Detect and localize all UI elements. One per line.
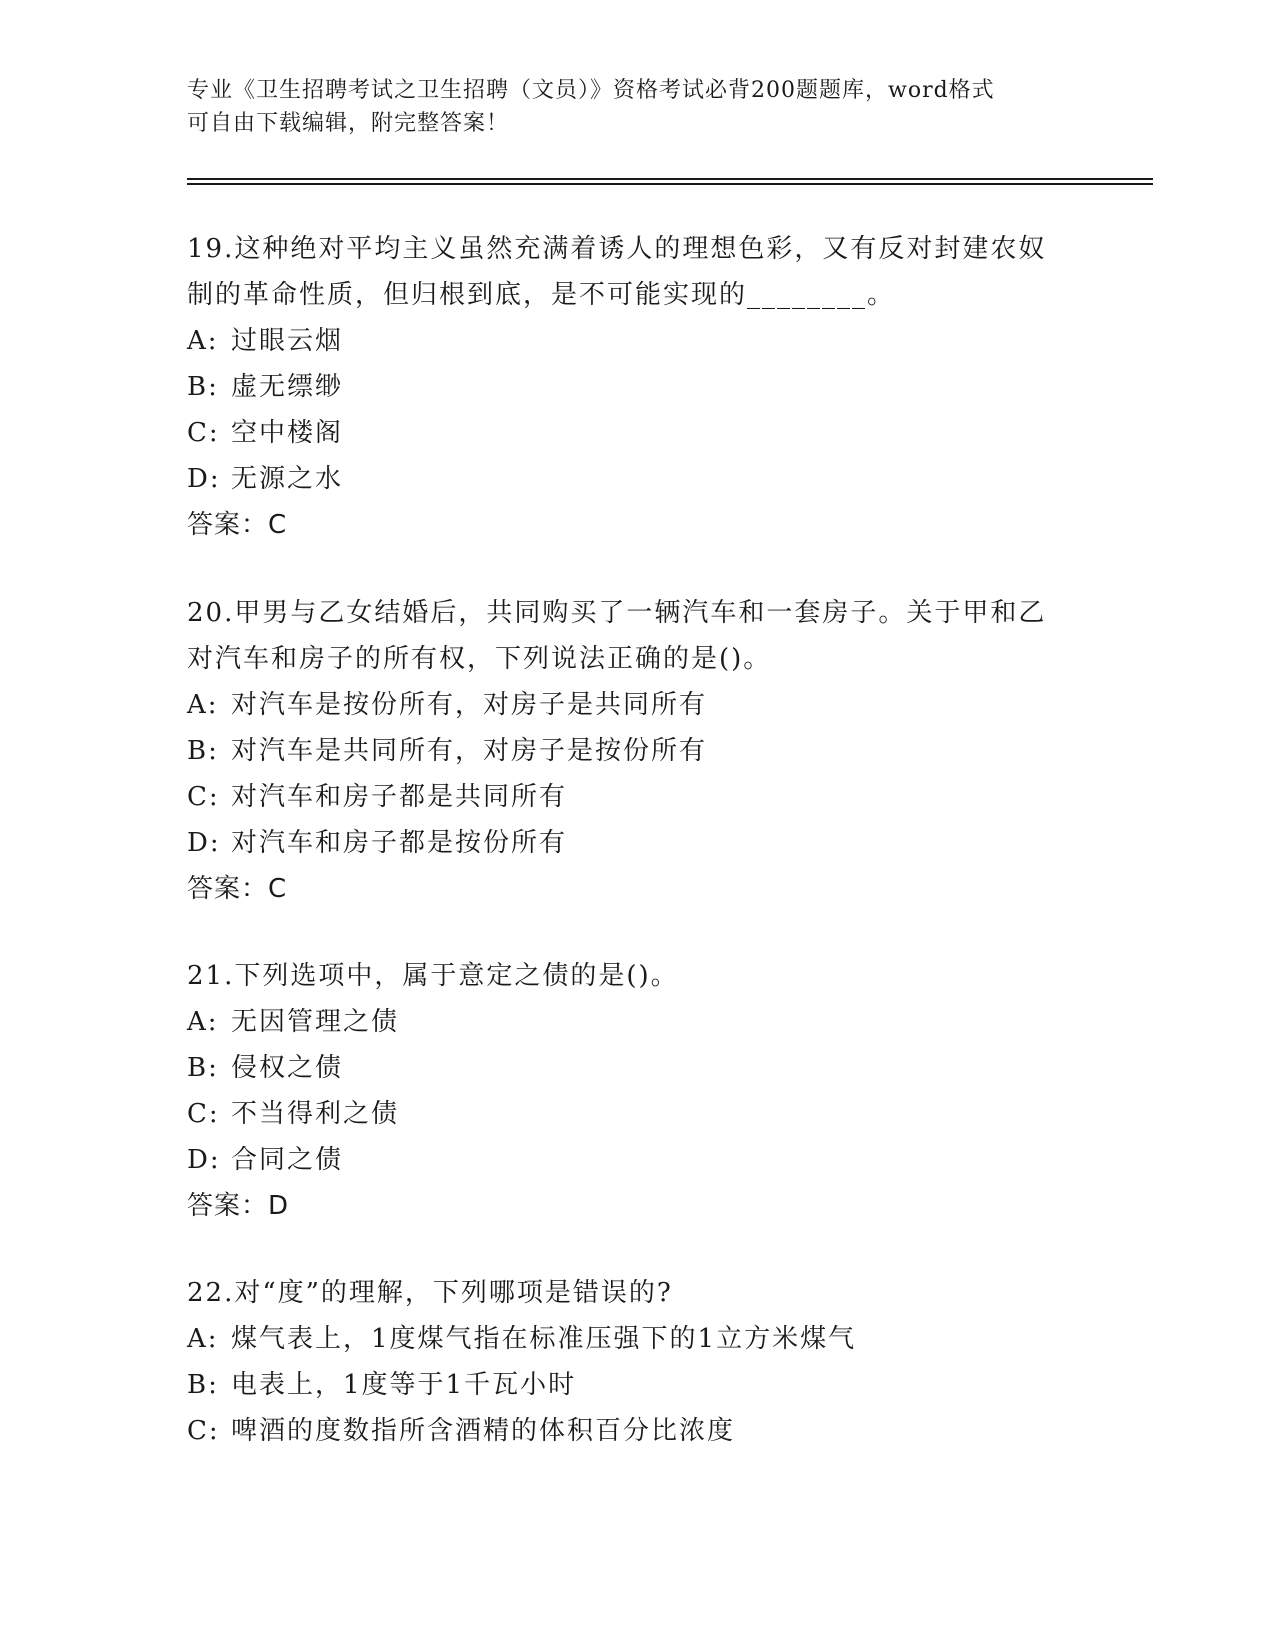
- option-letter: B:: [187, 1370, 219, 1400]
- option-letter: D:: [187, 1145, 221, 1175]
- option-letter: C:: [187, 1099, 220, 1129]
- option-letter: B:: [187, 736, 219, 766]
- option-d: [187, 1137, 1087, 1183]
- option-b: [187, 1045, 1087, 1091]
- option-letter: A:: [187, 326, 219, 356]
- option-letter: A:: [187, 1324, 219, 1354]
- answer-line: 答案：D: [187, 1191, 290, 1221]
- option-c: [187, 774, 1087, 820]
- option-b: [187, 1362, 1087, 1408]
- option-a: [187, 1316, 1087, 1362]
- option-a: [187, 318, 1087, 364]
- option-text: 不当得利之债: [231, 1099, 400, 1129]
- question-20: [187, 590, 1087, 912]
- option-b: [187, 364, 1087, 410]
- option-letter: C:: [187, 418, 220, 448]
- option-text: 啤酒的度数指所含酒精的体积百分比浓度: [231, 1416, 736, 1446]
- question-stem-line: 19.这种绝对平均主义虽然充满着诱人的理想色彩，又有反对封建农奴: [187, 234, 1047, 264]
- option-text: 合同之债: [231, 1145, 344, 1175]
- question-stem-line: 22.对“度”的理解，下列哪项是错误的?: [187, 1278, 673, 1308]
- option-letter: D:: [187, 828, 221, 858]
- option-text: 对汽车是按份所有，对房子是共同所有: [231, 690, 708, 720]
- option-text: 对汽车和房子都是共同所有: [231, 782, 568, 812]
- option-letter: D:: [187, 464, 221, 494]
- answer-line: 答案：C: [187, 874, 288, 904]
- option-text: 虚无缥缈: [231, 372, 344, 402]
- option-c: [187, 1408, 1087, 1454]
- question-22: [187, 1270, 1087, 1454]
- document-header: [187, 74, 1087, 140]
- option-text: 电表上，1度等于1千瓦小时: [231, 1370, 577, 1400]
- question-stem-line: 制的革命性质，但归根到底，是不可能实现的________。: [187, 280, 896, 310]
- option-text: 无源之水: [231, 464, 344, 494]
- option-a: [187, 682, 1087, 728]
- option-text: 空中楼阁: [231, 418, 344, 448]
- question-19: [187, 226, 1087, 548]
- option-text: 对汽车是共同所有，对房子是按份所有: [231, 736, 708, 766]
- option-text: 无因管理之债: [231, 1007, 400, 1037]
- option-text: 对汽车和房子都是按份所有: [231, 828, 568, 858]
- option-letter: B:: [187, 372, 219, 402]
- option-letter: C:: [187, 782, 220, 812]
- question-stem-line: 对汽车和房子的所有权，下列说法正确的是()。: [187, 644, 772, 674]
- option-c: [187, 1091, 1087, 1137]
- question-21: [187, 953, 1087, 1229]
- option-text: 过眼云烟: [231, 326, 344, 356]
- question-stem-line: 20.甲男与乙女结婚后，共同购买了一辆汽车和一套房子。关于甲和乙: [187, 598, 1047, 628]
- option-text: 侵权之债: [231, 1053, 344, 1083]
- question-stem-line: 21.下列选项中，属于意定之债的是()。: [187, 961, 679, 991]
- header-line-1: 专业《卫生招聘考试之卫生招聘（文员）》资格考试必背200题题库，word格式: [187, 78, 995, 103]
- option-letter: A:: [187, 690, 219, 720]
- option-c: [187, 410, 1087, 456]
- option-text: 煤气表上，1度煤气指在标准压强下的1立方米煤气: [231, 1324, 857, 1354]
- option-a: [187, 999, 1087, 1045]
- option-d: [187, 820, 1087, 866]
- option-letter: A:: [187, 1007, 219, 1037]
- answer-line: 答案：C: [187, 510, 288, 540]
- header-line-2: 可自由下载编辑，附完整答案！: [187, 111, 510, 136]
- header-rule-bottom: [187, 183, 1153, 185]
- header-rule-top: [187, 178, 1153, 180]
- option-d: [187, 456, 1087, 502]
- option-letter: B:: [187, 1053, 219, 1083]
- option-letter: C:: [187, 1416, 220, 1446]
- option-b: [187, 728, 1087, 774]
